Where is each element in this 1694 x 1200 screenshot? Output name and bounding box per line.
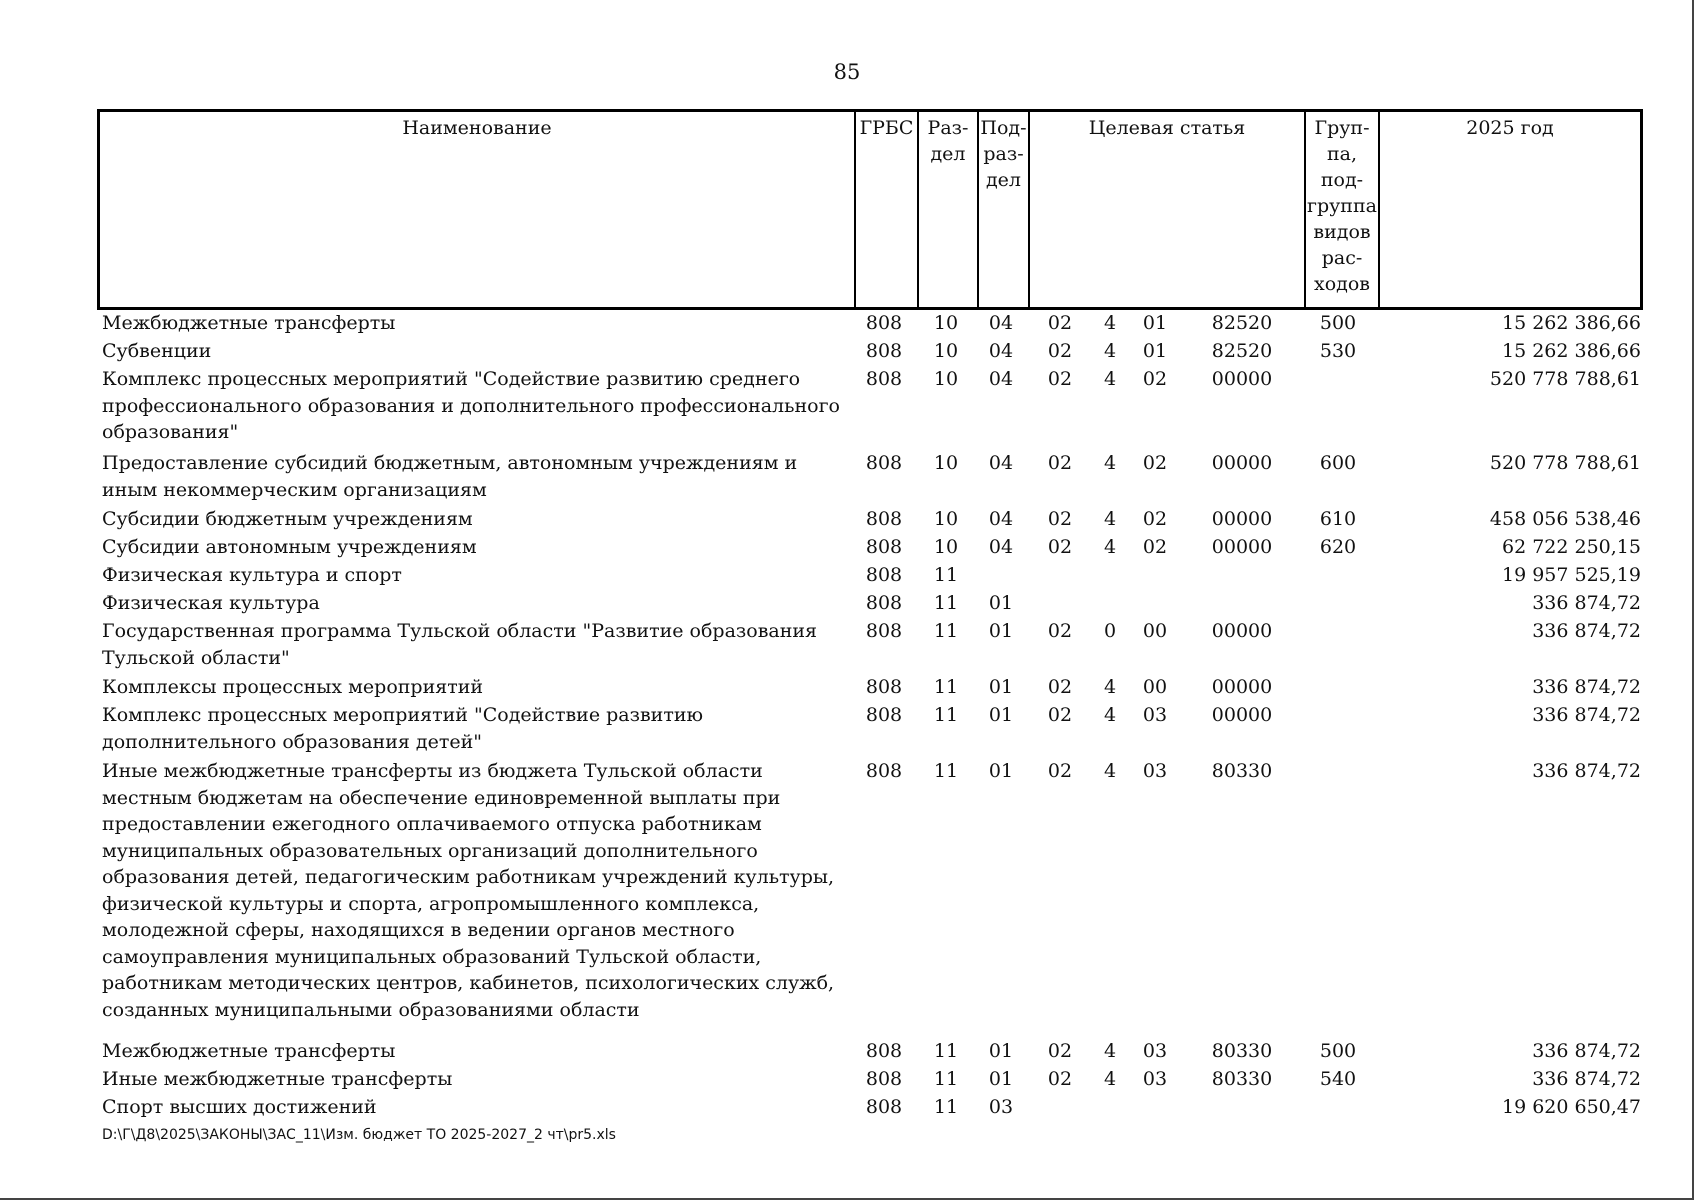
row-name: Межбюджетные трансферты xyxy=(102,312,396,334)
row-target-program: 02 xyxy=(1047,760,1073,782)
row-razdel: 11 xyxy=(933,1096,959,1118)
row-amount: 62 722 250,15 xyxy=(1501,536,1641,558)
row-target-type: 4 xyxy=(1103,536,1117,558)
row-target-program: 02 xyxy=(1047,620,1073,642)
row-target-direction: 00000 xyxy=(1211,704,1273,726)
row-name: Иные межбюджетные трансферты из бюджета Тульской области местным бюджетам на обеспечение единовременной выплаты при предоставлении ежегодного оплачиваемого отпуска работникам муниципальных образовательных организаций дополнительного образования детей, педагогическим работникам учреждений культуры, физической культуры и спорта, агропромышленного комплекса, молодежной сферы, находящихся в ведении органов местного самоуправления муниципальных образований Тульской области, работникам методических центров, кабинетов, психологических служб, созданных муниципальными образованиями области xyxy=(102,760,835,1021)
row-target-direction: 00000 xyxy=(1211,368,1273,390)
row-name: Физическая культура xyxy=(102,592,320,614)
row-expense-group: 620 xyxy=(1319,536,1357,558)
row-razdel: 11 xyxy=(933,592,959,614)
row-name: Межбюджетные трансферты xyxy=(102,1040,396,1062)
row-amount: 15 262 386,66 xyxy=(1501,312,1641,334)
row-razdel: 11 xyxy=(933,1040,959,1062)
row-grbs: 808 xyxy=(865,536,903,558)
row-podrazdel: 04 xyxy=(988,312,1014,334)
row-grbs: 808 xyxy=(865,312,903,334)
row-grbs: 808 xyxy=(865,760,903,782)
row-target-event: 00 xyxy=(1142,676,1168,698)
row-razdel: 10 xyxy=(933,508,959,530)
row-grbs: 808 xyxy=(865,676,903,698)
row-target-event: 03 xyxy=(1142,760,1168,782)
row-grbs: 808 xyxy=(865,564,903,586)
row-grbs: 808 xyxy=(865,1068,903,1090)
row-target-program: 02 xyxy=(1047,452,1073,474)
row-amount: 520 778 788,61 xyxy=(1489,368,1641,390)
row-amount: 336 874,72 xyxy=(1532,704,1641,726)
row-grbs: 808 xyxy=(865,452,903,474)
row-razdel: 10 xyxy=(933,536,959,558)
row-razdel: 10 xyxy=(933,452,959,474)
row-amount: 19 620 650,47 xyxy=(1501,1096,1641,1118)
row-target-type: 4 xyxy=(1103,312,1117,334)
row-name: Предоставление субсидий бюджетным, автономным учреждениям и иным некоммерческим организациям xyxy=(102,452,798,501)
row-grbs: 808 xyxy=(865,592,903,614)
row-grbs: 808 xyxy=(865,368,903,390)
row-podrazdel: 01 xyxy=(988,1068,1014,1090)
row-name: Государственная программа Тульской области "Развитие образования Тульской области" xyxy=(102,620,818,669)
row-razdel: 11 xyxy=(933,676,959,698)
row-razdel: 11 xyxy=(933,564,959,586)
row-razdel: 11 xyxy=(933,704,959,726)
row-target-direction: 80330 xyxy=(1211,760,1273,782)
row-amount: 336 874,72 xyxy=(1532,676,1641,698)
row-grbs: 808 xyxy=(865,340,903,362)
row-target-program: 02 xyxy=(1047,1040,1073,1062)
row-target-event: 02 xyxy=(1142,536,1168,558)
row-amount: 15 262 386,66 xyxy=(1501,340,1641,362)
row-target-direction: 82520 xyxy=(1211,312,1273,334)
row-razdel: 11 xyxy=(933,760,959,782)
row-podrazdel: 01 xyxy=(988,620,1014,642)
row-amount: 336 874,72 xyxy=(1532,592,1641,614)
row-expense-group: 500 xyxy=(1319,312,1357,334)
row-target-direction: 00000 xyxy=(1211,536,1273,558)
header-group: Груп- па, под- группа видов рас- ходов xyxy=(1304,112,1378,307)
row-grbs: 808 xyxy=(865,704,903,726)
row-razdel: 10 xyxy=(933,340,959,362)
row-expense-group: 530 xyxy=(1319,340,1357,362)
table-header xyxy=(97,109,1643,310)
row-podrazdel: 01 xyxy=(988,592,1014,614)
page-number: 85 xyxy=(833,60,861,84)
row-target-direction: 80330 xyxy=(1211,1068,1273,1090)
row-target-program: 02 xyxy=(1047,1068,1073,1090)
row-target-program: 02 xyxy=(1047,312,1073,334)
row-name: Комплекс процессных мероприятий "Содействие развитию дополнительного образования детей" xyxy=(102,704,704,753)
row-target-type: 4 xyxy=(1103,340,1117,362)
row-target-direction: 00000 xyxy=(1211,620,1273,642)
row-amount: 19 957 525,19 xyxy=(1501,564,1641,586)
row-amount: 336 874,72 xyxy=(1532,760,1641,782)
row-target-direction: 00000 xyxy=(1211,676,1273,698)
row-target-event: 03 xyxy=(1142,1068,1168,1090)
row-target-event: 02 xyxy=(1142,508,1168,530)
row-podrazdel: 04 xyxy=(988,452,1014,474)
row-podrazdel: 04 xyxy=(988,536,1014,558)
row-grbs: 808 xyxy=(865,1040,903,1062)
row-amount: 458 056 538,46 xyxy=(1489,508,1641,530)
row-target-program: 02 xyxy=(1047,676,1073,698)
row-expense-group: 600 xyxy=(1319,452,1357,474)
row-name: Спорт высших достижений xyxy=(102,1096,377,1118)
row-target-event: 00 xyxy=(1142,620,1168,642)
row-target-direction: 80330 xyxy=(1211,1040,1273,1062)
row-target-program: 02 xyxy=(1047,340,1073,362)
header-razdel: Раз- дел xyxy=(917,112,977,307)
row-podrazdel: 04 xyxy=(988,368,1014,390)
row-name: Субсидии бюджетным учреждениям xyxy=(102,508,473,530)
row-target-event: 03 xyxy=(1142,1040,1168,1062)
row-target-event: 02 xyxy=(1142,368,1168,390)
row-razdel: 11 xyxy=(933,620,959,642)
row-target-type: 4 xyxy=(1103,452,1117,474)
row-target-type: 4 xyxy=(1103,676,1117,698)
row-target-program: 02 xyxy=(1047,368,1073,390)
row-podrazdel: 01 xyxy=(988,1040,1014,1062)
row-razdel: 11 xyxy=(933,1068,959,1090)
row-amount: 336 874,72 xyxy=(1532,1068,1641,1090)
row-target-direction: 82520 xyxy=(1211,340,1273,362)
row-grbs: 808 xyxy=(865,1096,903,1118)
file-path-footer: D:\Г\Д8\2025\ЗАКОНЫ\ЗАС_11\Изм. бюджет ТО 2025-2027_2 чт\pr5.xls xyxy=(102,1127,616,1143)
row-target-event: 03 xyxy=(1142,704,1168,726)
row-podrazdel: 01 xyxy=(988,676,1014,698)
row-amount: 336 874,72 xyxy=(1532,620,1641,642)
header-grbs: ГРБС xyxy=(854,112,917,307)
row-target-type: 4 xyxy=(1103,704,1117,726)
row-target-program: 02 xyxy=(1047,536,1073,558)
row-target-direction: 00000 xyxy=(1211,452,1273,474)
row-expense-group: 500 xyxy=(1319,1040,1357,1062)
row-podrazdel: 01 xyxy=(988,704,1014,726)
row-name: Комплексы процессных мероприятий xyxy=(102,676,484,698)
row-podrazdel: 03 xyxy=(988,1096,1014,1118)
row-amount: 336 874,72 xyxy=(1532,1040,1641,1062)
row-podrazdel: 04 xyxy=(988,340,1014,362)
row-target-type: 4 xyxy=(1103,760,1117,782)
row-target-direction: 00000 xyxy=(1211,508,1273,530)
row-name: Иные межбюджетные трансферты xyxy=(102,1068,453,1090)
row-target-program: 02 xyxy=(1047,508,1073,530)
row-name: Субсидии автономным учреждениям xyxy=(102,536,477,558)
row-name: Субвенции xyxy=(102,340,212,362)
row-razdel: 10 xyxy=(933,368,959,390)
row-razdel: 10 xyxy=(933,312,959,334)
row-expense-group: 610 xyxy=(1319,508,1357,530)
row-target-program: 02 xyxy=(1047,704,1073,726)
row-target-type: 4 xyxy=(1103,368,1117,390)
row-target-event: 01 xyxy=(1142,340,1168,362)
row-podrazdel: 01 xyxy=(988,760,1014,782)
header-name: Наименование xyxy=(402,117,552,139)
row-name: Комплекс процессных мероприятий "Содействие развитию среднего профессионального образования и дополнительного профессионального образования" xyxy=(102,368,840,443)
row-target-type: 0 xyxy=(1103,620,1117,642)
header-year: 2025 год xyxy=(1378,112,1640,307)
row-podrazdel: 04 xyxy=(988,508,1014,530)
row-target-event: 01 xyxy=(1142,312,1168,334)
header-podrazdel: Под- раз- дел xyxy=(977,112,1028,307)
row-grbs: 808 xyxy=(865,620,903,642)
row-target-type: 4 xyxy=(1103,508,1117,530)
row-target-type: 4 xyxy=(1103,1068,1117,1090)
row-target-type: 4 xyxy=(1103,1040,1117,1062)
row-name: Физическая культура и спорт xyxy=(102,564,402,586)
row-expense-group: 540 xyxy=(1319,1068,1357,1090)
row-amount: 520 778 788,61 xyxy=(1489,452,1641,474)
row-grbs: 808 xyxy=(865,508,903,530)
header-target: Целевая статья xyxy=(1028,112,1304,307)
row-target-event: 02 xyxy=(1142,452,1168,474)
